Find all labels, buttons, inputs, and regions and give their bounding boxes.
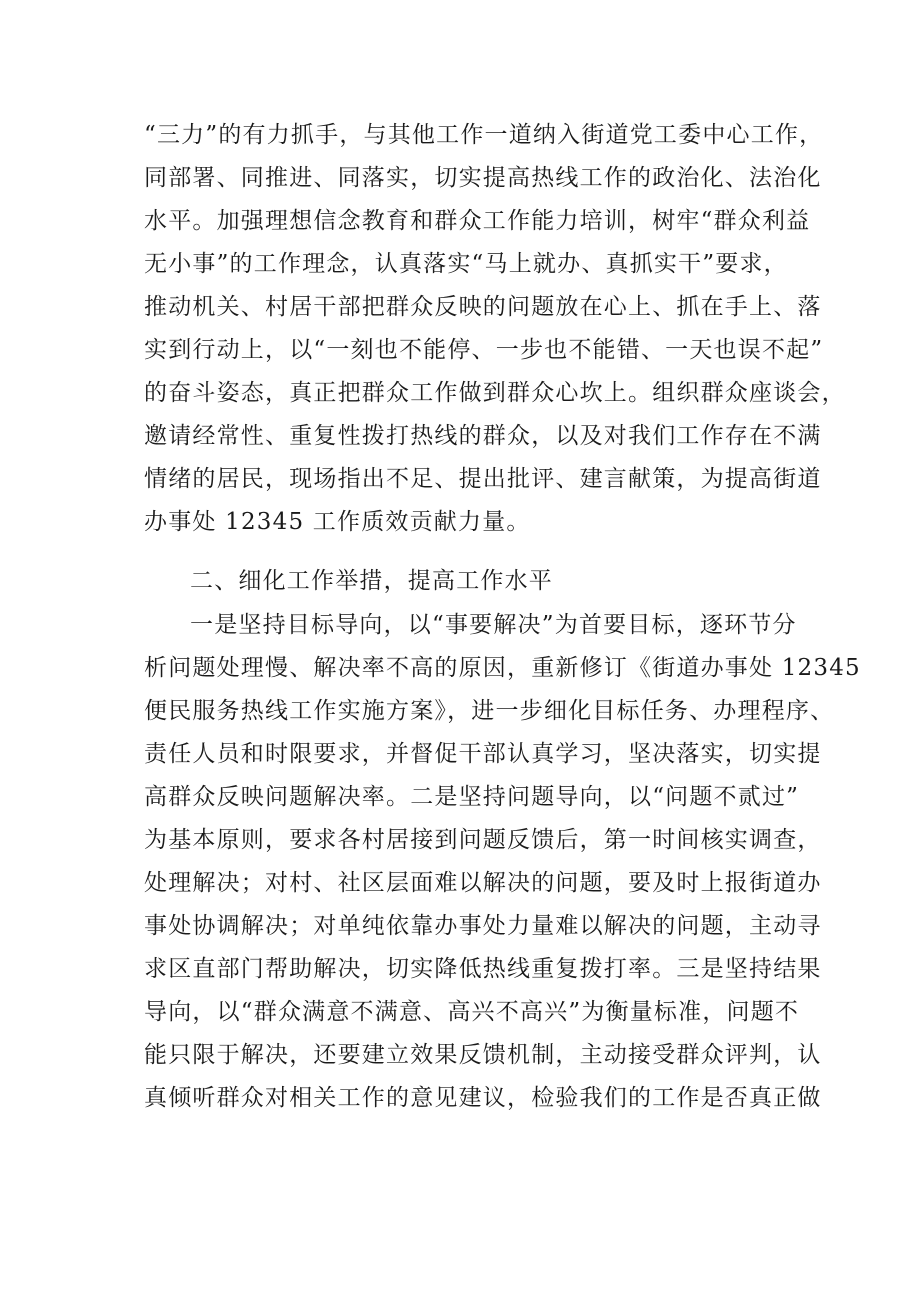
paragraph-line: 同部署、同推进、同落实，切实提高热线工作的政治化、法治化: [144, 165, 822, 191]
paragraph-line: 析问题处理慢、解决率不高的原因，重新修订《街道办事处 12345: [144, 655, 861, 681]
paragraph-line: 事处协调解决；对单纯依靠办事处力量难以解决的问题，主动寻: [144, 913, 822, 939]
paragraph-line: 为基本原则，要求各村居接到问题反馈后，第一时间核实调查，: [144, 827, 822, 853]
paragraph-line: 处理解决；对村、社区层面难以解决的问题，要及时上报街道办: [144, 870, 822, 896]
paragraph-line: 能只限于解决，还要建立效果反馈机制，主动接受群众评判，认: [144, 1042, 822, 1068]
paragraph-line: 办事处 12345 工作质效贡献力量。: [144, 509, 531, 535]
paragraph-line: 实到行动上，以“一刻也不能停、一步也不能错、一天也误不起”: [144, 337, 824, 363]
paragraph-line: 水平。加强理想信念教育和群众工作能力培训，树牢“群众利益: [144, 208, 811, 234]
paragraph-line: 求区直部门帮助解决，切实降低热线重复拨打率。三是坚持结果: [144, 956, 822, 982]
paragraph-1: [144, 114, 846, 544]
paragraph-line: 无小事”的工作理念，认真落实“马上就办、真抓实干”要求，: [144, 251, 788, 277]
paragraph-line: 情绪的居民，现场指出不足、提出批评、建言献策，为提高街道: [144, 466, 822, 492]
paragraph-2: [144, 604, 861, 1120]
paragraph-line: 责任人员和时限要求，并督促干部认真学习，坚决落实，切实提: [144, 741, 822, 767]
paragraph-line: “三力”的有力抓手，与其他工作一道纳入街道党工委中心工作，: [144, 122, 824, 148]
paragraph-line: 推动机关、村居干部把群众反映的问题放在心上、抓在手上、落: [144, 294, 822, 320]
section-heading: [144, 560, 784, 603]
paragraph-line: 的奋斗姿态，真正把群众工作做到群众心坎上。组织群众座谈会，: [144, 380, 846, 406]
section-heading-text: 二、细化工作举措，提高工作水平: [190, 568, 553, 594]
paragraph-line: 导向，以“群众满意不满意、高兴不高兴”为衡量标准，问题不: [144, 999, 800, 1025]
paragraph-line: 一是坚持目标导向，以“事要解决”为首要目标，逐环节分: [190, 612, 797, 638]
paragraph-line: 邀请经常性、重复性拨打热线的群众，以及对我们工作存在不满: [144, 423, 822, 449]
paragraph-line: 高群众反映问题解决率。二是坚持问题导向，以“问题不贰过”: [144, 784, 800, 810]
paragraph-line: 真倾听群众对相关工作的意见建议，检验我们的工作是否真正做: [144, 1085, 822, 1111]
paragraph-line: 便民服务热线工作实施方案》，进一步细化目标任务、办理程序、: [144, 698, 835, 724]
